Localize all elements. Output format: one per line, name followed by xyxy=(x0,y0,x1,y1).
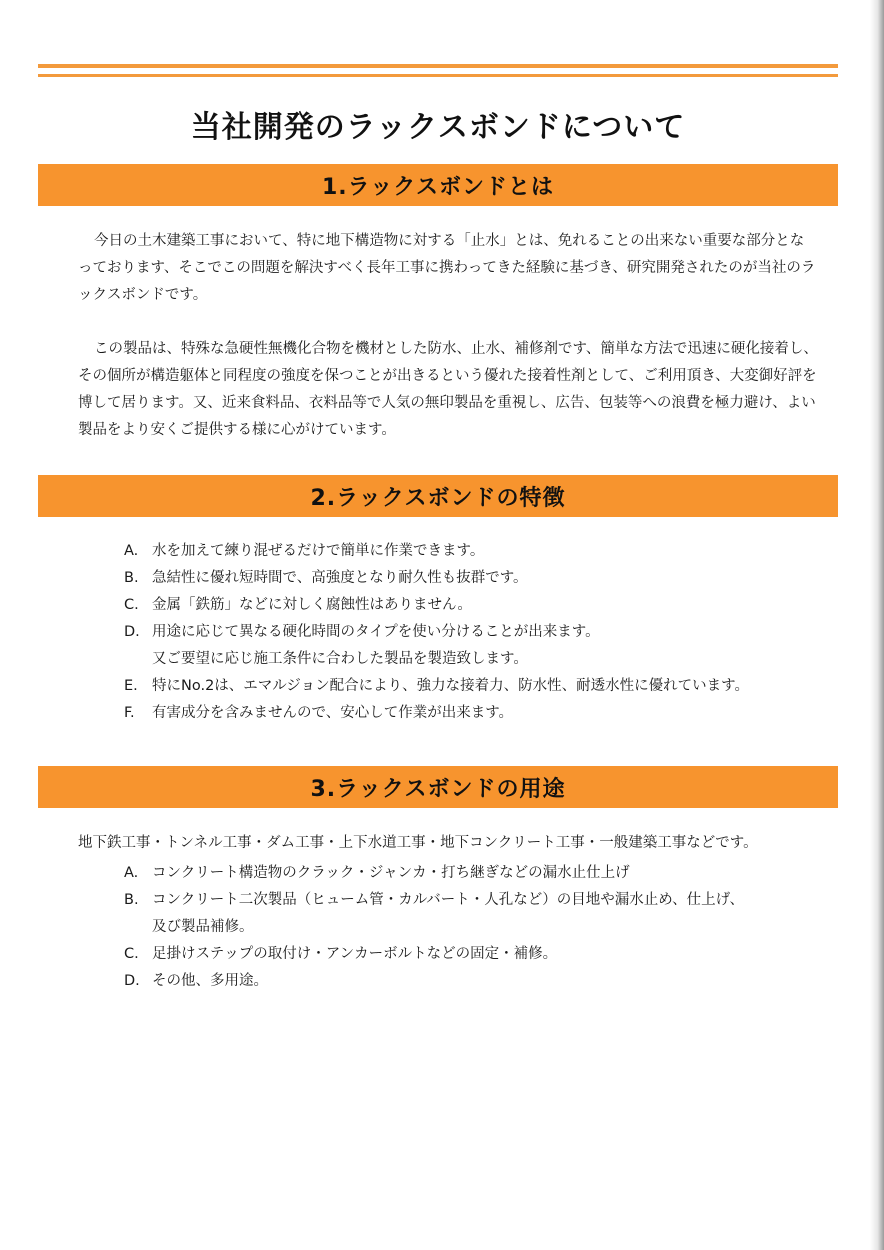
list-item-continuation: 又ご要望に応じ施工条件に合わした製品を製造致します。 xyxy=(152,651,528,667)
list-item-text: 金属「鉄筋」などに対しく腐蝕性はありません。 xyxy=(152,597,472,613)
list-marker: F. xyxy=(124,705,135,721)
list-marker: A. xyxy=(124,865,139,881)
list-item-text: 水を加えて練り混ぜるだけで簡単に作業できます。 xyxy=(152,543,485,559)
list-item-text: 急結性に優れ短時間で、高強度となり耐久性も抜群です。 xyxy=(152,570,528,586)
list-item xyxy=(124,619,824,673)
header-stripes xyxy=(38,64,838,83)
list-item-text: コンクリート二次製品（ヒューム管・カルバート・人孔など）の目地や漏水止め、仕上げ、 xyxy=(152,892,745,908)
section-heading-features: 2.ラックスボンドの特徴 xyxy=(38,475,838,517)
list-item-text: コンクリート構造物のクラック・ジャンカ・打ち継ぎなどの漏水止仕上げ xyxy=(152,865,630,881)
list-item-text: 特にNo.2は、エマルジョン配合により、強力な接着力、防水性、耐透水性に優れています。 xyxy=(152,678,749,694)
list-item-text: 用途に応じて異なる硬化時間のタイプを使い分けることが出来ます。 xyxy=(152,624,600,640)
list-item xyxy=(124,700,824,727)
list-item xyxy=(124,887,824,941)
list-item-continuation: 及び製品補修。 xyxy=(152,919,254,935)
header-stripe xyxy=(38,74,838,77)
list-item xyxy=(124,860,824,887)
list-marker: D. xyxy=(124,973,140,989)
page-title: 当社開発のラックスボンドについて xyxy=(190,110,686,145)
uses-list xyxy=(124,860,824,995)
features-list xyxy=(124,538,824,727)
list-item xyxy=(124,968,824,995)
page-edge-shadow xyxy=(870,0,884,1250)
list-item xyxy=(124,592,824,619)
list-marker: C. xyxy=(124,597,139,613)
section-heading-uses: 3.ラックスボンドの用途 xyxy=(38,766,838,808)
list-item-text: 足掛けステップの取付け・アンカーボルトなどの固定・補修。 xyxy=(152,946,558,962)
list-marker: A. xyxy=(124,543,139,559)
header-stripe xyxy=(38,64,838,68)
list-item xyxy=(124,538,824,565)
about-paragraph-1: 今日の土木建築工事において、特に地下構造物に対する「止水」とは、免れることの出来ない重要な部分となっております、そこでこの問題を解決すべく長年工事に携わってきた経験に基づき、研究開発されたのが当社のラックスボンドです。 xyxy=(78,233,816,303)
list-marker: C. xyxy=(124,946,139,962)
list-marker: D. xyxy=(124,624,140,640)
list-marker: E. xyxy=(124,678,138,694)
list-item-text: その他、多用途。 xyxy=(152,973,268,989)
list-marker: B. xyxy=(124,892,139,908)
about-paragraph-2: この製品は、特殊な急硬性無機化合物を機材とした防水、止水、補修剤です、簡単な方法で迅速に硬化接着し、その個所が構造躯体と同程度の強度を保つことが出きるという優れた接着性剤として、ご利用頂き、大変御好評を博して居ります。又、近来食料品、衣料品等で人気の無印製品を重視し、広告、包装等への浪費を極力避け、よい製品をより安くご提供する様に心がけています。 xyxy=(78,341,818,438)
list-item xyxy=(124,941,824,968)
list-item xyxy=(124,565,824,592)
list-item-text: 有害成分を含みませんので、安心して作業が出来ます。 xyxy=(152,705,514,721)
list-marker: B. xyxy=(124,570,139,586)
uses-intro: 地下鉄工事・トンネル工事・ダム工事・上下水道工事・地下コンクリート工事・一般建築工事などです。 xyxy=(78,835,758,851)
section-heading-about: 1.ラックスボンドとは xyxy=(38,164,838,206)
list-item xyxy=(124,673,824,700)
